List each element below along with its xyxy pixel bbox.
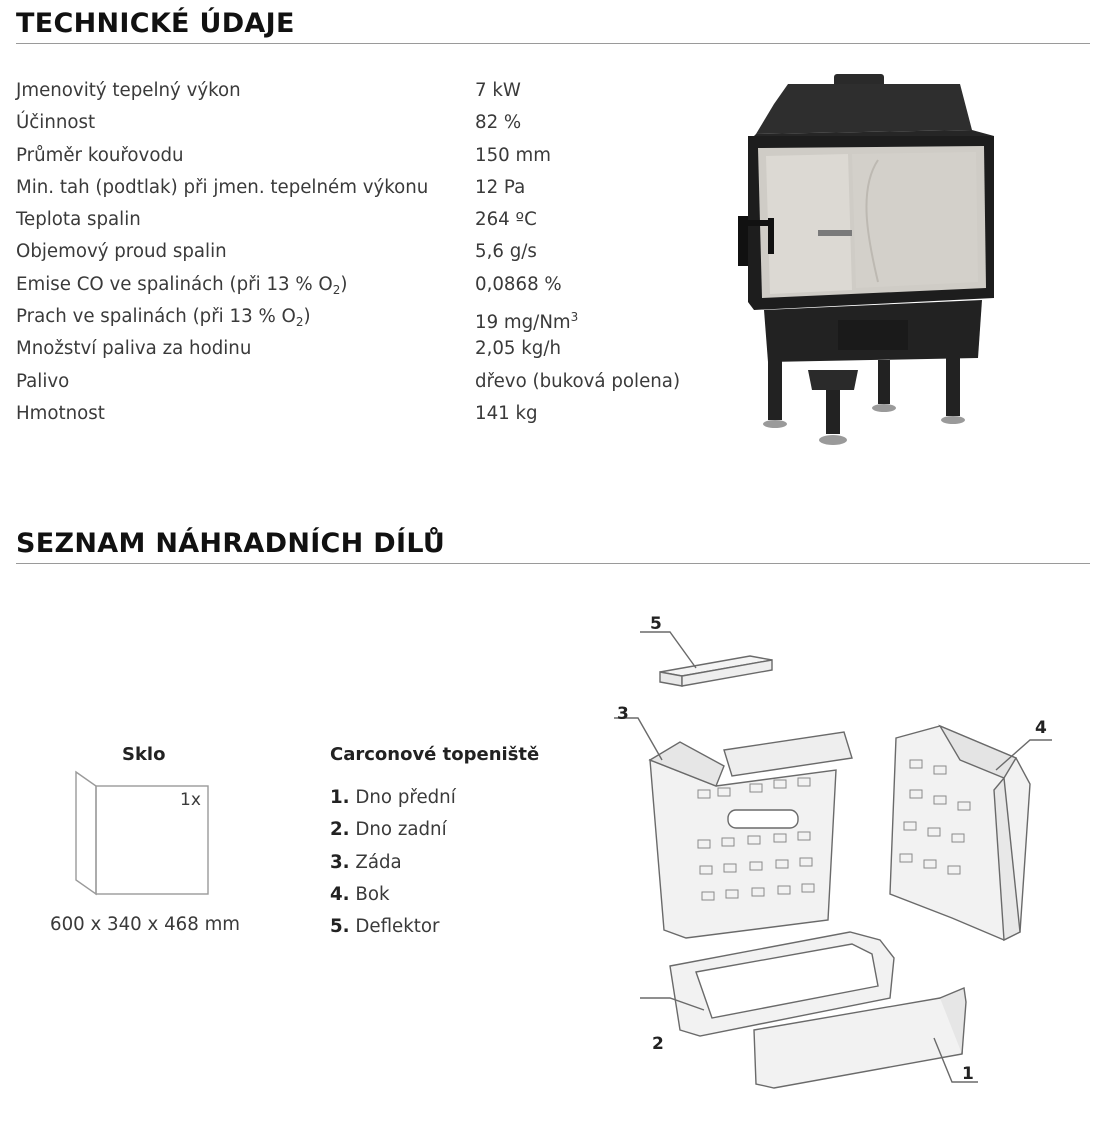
spec-label: Palivo — [16, 370, 70, 392]
spec-label: Teplota spalin — [16, 209, 141, 231]
item-label: Dno zadní — [355, 819, 447, 841]
spec-value: 264 ºC — [475, 209, 537, 231]
spec-value: 12 Pa — [475, 176, 526, 198]
spec-label: Hmotnost — [16, 402, 105, 424]
item-label: Deflektor — [355, 916, 440, 938]
firebox-exploded-diagram — [600, 610, 1080, 1100]
item-number: 4. — [330, 883, 350, 905]
spec-value: dřevo (buková polena) — [475, 370, 681, 392]
glass-sheet-icon — [74, 770, 214, 896]
spec-label — [16, 306, 311, 333]
item-label: Záda — [355, 851, 402, 873]
spec-label-text: Prach ve spalinách (při 13 % O — [16, 306, 296, 328]
callout-1: 1 — [962, 1064, 974, 1084]
spec-label: Průměr kouřovodu — [16, 144, 184, 166]
spec-value: 82 % — [475, 112, 522, 134]
spec-value: 5,6 g/s — [475, 241, 537, 263]
list-item — [330, 915, 456, 947]
item-number: 3. — [330, 851, 350, 873]
list-item — [330, 818, 456, 850]
spec-label-text: Emise CO ve spalinách (při 13 % O — [16, 273, 333, 295]
spec-label: Účinnost — [16, 112, 96, 134]
parts-list — [330, 786, 456, 947]
spec-value: 141 kg — [475, 402, 538, 424]
spec-value: 2,05 kg/h — [475, 338, 562, 360]
superscript: 3 — [570, 310, 579, 325]
callout-2: 2 — [652, 1034, 664, 1054]
spec-value — [475, 306, 578, 334]
firebox-title: Carconové topeniště — [330, 744, 540, 765]
fireplace-image — [728, 70, 1008, 460]
item-number: 1. — [330, 787, 350, 808]
spec-label: Množství paliva za hodinu — [16, 338, 252, 360]
heading-divider — [16, 563, 1090, 564]
subscript: 2 — [295, 315, 304, 330]
spec-label: Objemový proud spalin — [16, 241, 227, 263]
item-label: Dno přední — [355, 787, 456, 808]
spec-value-text: 19 mg/Nm — [475, 312, 571, 334]
subscript: 2 — [332, 282, 341, 297]
glass-quantity: 1x — [180, 790, 201, 810]
list-item — [330, 786, 456, 818]
spare-parts-heading: SEZNAM NÁHRADNÍCH DÍLŮ — [16, 528, 446, 559]
spec-label-text: ) — [340, 273, 348, 295]
spec-label: Jmenovitý tepelný výkon — [16, 80, 241, 101]
item-number: 2. — [330, 819, 350, 841]
glass-title: Sklo — [122, 744, 166, 765]
item-number: 5. — [330, 916, 350, 938]
spec-label — [16, 274, 348, 301]
spec-label-text: ) — [303, 306, 311, 328]
technical-data-heading: TECHNICKÉ ÚDAJE — [16, 8, 295, 39]
callout-3: 3 — [617, 704, 629, 724]
list-item — [330, 883, 456, 915]
heading-divider — [16, 43, 1090, 44]
callout-5: 5 — [650, 614, 662, 634]
glass-dimensions: 600 x 340 x 468 mm — [50, 914, 241, 935]
spec-value: 0,0868 % — [475, 273, 562, 295]
item-label: Bok — [355, 883, 390, 905]
spec-label: Min. tah (podtlak) při jmen. tepelném výkonu — [16, 176, 429, 198]
callout-4: 4 — [1035, 718, 1047, 738]
spec-value: 7 kW — [475, 80, 521, 101]
spec-value: 150 mm — [475, 144, 551, 166]
list-item — [330, 851, 456, 883]
